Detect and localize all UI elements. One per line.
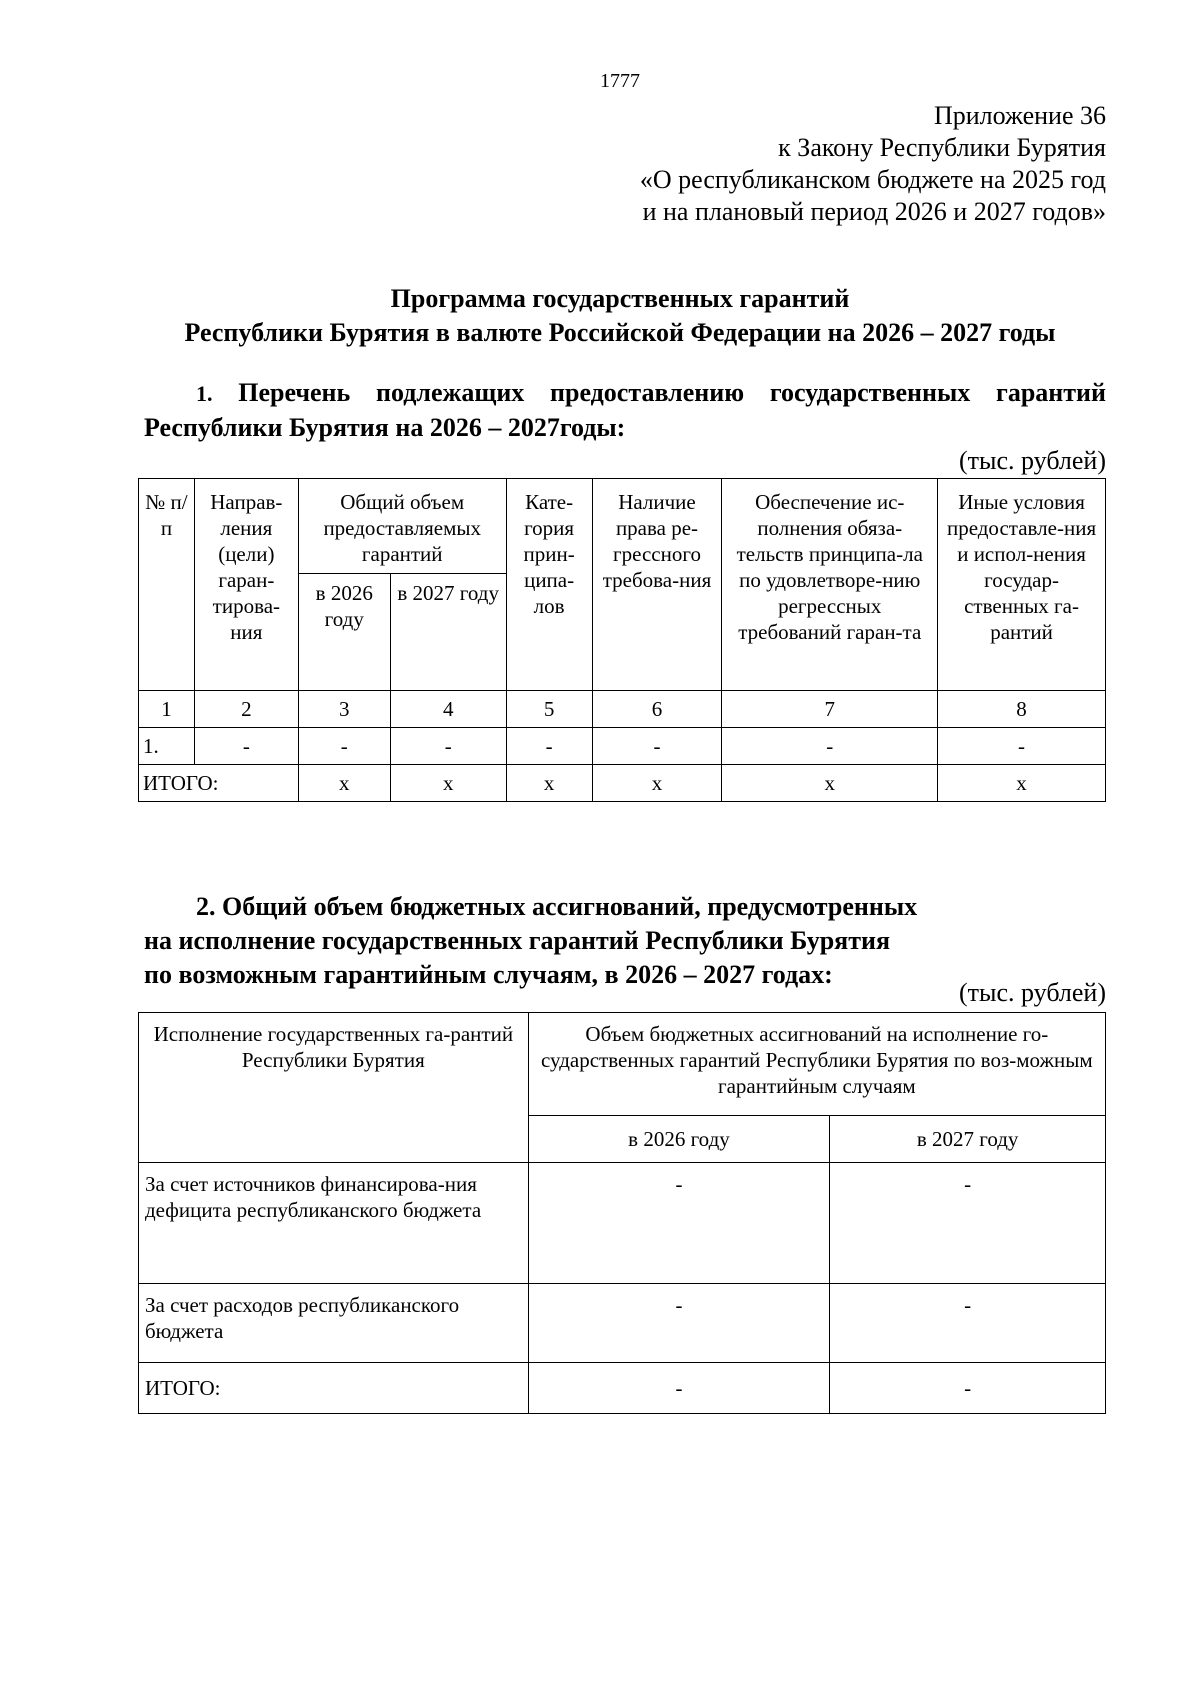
column-number-cell: 3 xyxy=(298,691,390,728)
document-title xyxy=(0,282,1200,350)
total-cell: х xyxy=(390,765,506,802)
column-number-cell: 8 xyxy=(938,691,1106,728)
header-other-conditions: Иные условия предоставле-ния и испол-нения государ-ственных га-рантий xyxy=(938,479,1106,691)
appendix-line-2: к Закону Республики Бурятия xyxy=(778,133,1106,162)
table-cell: - xyxy=(506,728,592,765)
header-execution: Исполнение государственных га-рантий Республики Бурятия xyxy=(139,1013,529,1163)
table-cell: - xyxy=(390,728,506,765)
section-1-units: (тыс. рублей) xyxy=(958,446,1106,475)
table-cell: - xyxy=(194,728,298,765)
header-directions: Направ-ления (цели) гаран-тирова-ния xyxy=(194,479,298,691)
table-row xyxy=(139,728,1106,765)
section-2-heading-line-1: 2. Общий объем бюджетных ассигнований, предусмотренных xyxy=(196,892,918,921)
section-1-number: 1. xyxy=(196,381,213,406)
header-number: № п/п xyxy=(139,479,195,691)
appendix-line-4: и на плановый период 2026 и 2027 годов» xyxy=(642,197,1106,226)
value-2027: - xyxy=(830,1363,1106,1414)
section-2-heading-line-3: по возможным гарантийным случаям, в 2026 – 2027 годах: xyxy=(144,960,833,989)
total-row xyxy=(139,1363,1106,1414)
header-total-volume: Общий объем предоставляемых гарантий xyxy=(298,479,506,574)
row-label: ИТОГО: xyxy=(139,1363,529,1414)
column-number-cell: 4 xyxy=(390,691,506,728)
section-1-heading-part-2: Республики Бурятия на 2026 – 2027годы: xyxy=(144,413,626,442)
row-label: За счет расходов республиканского бюджета xyxy=(139,1284,529,1363)
header-obligation-security: Обеспечение ис-полнения обяза-тельств принципа-ла по удовлетворе-нию регрессных требований гаран-та xyxy=(722,479,938,691)
section-2-units: (тыс. рублей) xyxy=(958,978,1106,1007)
table-row xyxy=(139,1284,1106,1363)
total-label: ИТОГО: xyxy=(139,765,299,802)
appendix-line-3: «О республиканском бюджете на 2025 год xyxy=(639,165,1106,194)
table-cell: 1. xyxy=(139,728,195,765)
header-year-2026: в 2026 году xyxy=(298,574,390,691)
total-cell: х xyxy=(506,765,592,802)
column-number-cell: 6 xyxy=(592,691,722,728)
table-cell: - xyxy=(722,728,938,765)
title-line-2: Республики Бурятия в валюте Российской Федерации на 2026 – 2027 годы xyxy=(184,318,1056,347)
column-number-cell: 1 xyxy=(139,691,195,728)
header-principal-category: Кате-гория прин-ципа-лов xyxy=(506,479,592,691)
section-1-heading-part-1: Перечень подлежащих предоставлению государственных гарантий xyxy=(238,378,1107,407)
section-2-heading-line-2: на исполнение государственных гарантий Республики Бурятия xyxy=(144,926,891,955)
column-number-cell: 7 xyxy=(722,691,938,728)
total-cell: х xyxy=(298,765,390,802)
total-cell: х xyxy=(592,765,722,802)
total-row xyxy=(139,765,1106,802)
total-cell: х xyxy=(722,765,938,802)
total-cell: х xyxy=(938,765,1106,802)
header-recourse-right: Наличие права ре-грессного требова-ния xyxy=(592,479,722,691)
page-number: 1777 xyxy=(600,70,640,92)
appendix-line-1: Приложение 36 xyxy=(933,101,1106,130)
table-cell: - xyxy=(938,728,1106,765)
budget-allocations-table xyxy=(138,1012,1106,1414)
section-2-heading xyxy=(144,890,1106,992)
table-row xyxy=(139,1163,1106,1284)
column-number-cell: 5 xyxy=(506,691,592,728)
header-allocations-volume: Объем бюджетных ассигнований на исполнение го-сударственных гарантий Республики Бурятия по воз-можным гарантийным случаям xyxy=(528,1013,1105,1116)
title-line-1: Программа государственных гарантий xyxy=(390,284,850,313)
value-2026: - xyxy=(528,1163,830,1284)
value-2026: - xyxy=(528,1284,830,1363)
header-year-2026: в 2026 году xyxy=(528,1116,830,1163)
table-cell: - xyxy=(298,728,390,765)
column-numbers-row xyxy=(139,691,1106,728)
column-number-cell: 2 xyxy=(194,691,298,728)
row-label: За счет источников финансирова-ния дефицита республиканского бюджета xyxy=(139,1163,529,1284)
value-2027: - xyxy=(830,1163,1106,1284)
value-2026: - xyxy=(528,1363,830,1414)
section-1-heading xyxy=(144,376,1106,445)
value-2027: - xyxy=(830,1284,1106,1363)
header-year-2027: в 2027 году xyxy=(830,1116,1106,1163)
table-cell: - xyxy=(592,728,722,765)
guarantees-list-table xyxy=(138,478,1106,802)
header-year-2027: в 2027 году xyxy=(390,574,506,691)
appendix-reference xyxy=(640,100,1106,228)
